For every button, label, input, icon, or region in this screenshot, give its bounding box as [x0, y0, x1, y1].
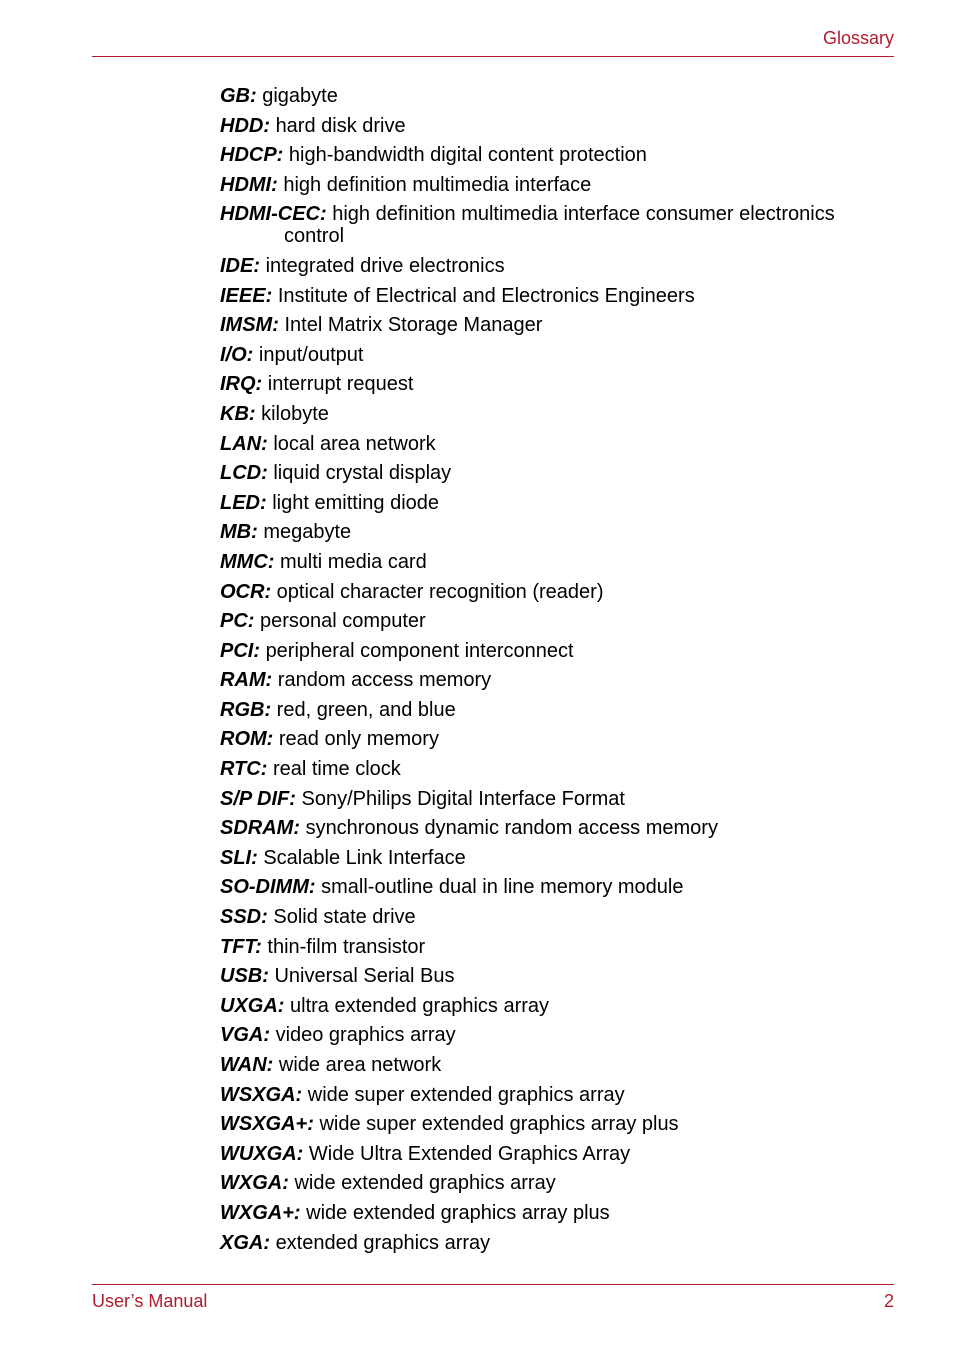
glossary-term: VGA: — [220, 1024, 270, 1047]
glossary-definition: peripheral component interconnect — [265, 639, 574, 662]
glossary-entry — [220, 344, 860, 366]
glossary-term: WAN: — [220, 1054, 274, 1076]
glossary-entry — [220, 995, 860, 1017]
glossary-entry — [220, 1024, 860, 1046]
glossary-definition: wide super extended graphics array plus — [319, 1113, 679, 1136]
glossary-entry — [220, 314, 860, 336]
glossary-entry — [220, 1232, 860, 1254]
glossary-entry — [220, 285, 860, 307]
glossary-definition: input/output — [258, 343, 364, 366]
glossary-term: GB: — [220, 85, 257, 107]
glossary-definition: interrupt request — [267, 373, 414, 396]
glossary-definition: Institute of Electrical and Electronics Engineers — [277, 284, 695, 307]
glossary-entry — [220, 1202, 860, 1224]
glossary-term: WUXGA: — [220, 1142, 304, 1165]
glossary-definition: Universal Serial Bus — [274, 965, 455, 988]
footer-divider — [92, 1284, 894, 1285]
glossary-term: ROM: — [220, 728, 274, 751]
glossary-term: IEEE: — [220, 284, 273, 307]
glossary-entry — [220, 373, 860, 395]
glossary-term: WXGA: — [220, 1172, 289, 1195]
glossary-definition: small-outline dual in line memory module — [321, 876, 684, 899]
glossary-entry — [220, 551, 860, 573]
glossary-term: SLI: — [220, 846, 258, 869]
glossary-entry — [220, 788, 860, 810]
glossary-definition: synchronous dynamic random access memory — [305, 817, 718, 840]
glossary-entry — [220, 610, 860, 632]
glossary-entry — [220, 1113, 860, 1135]
glossary-term: USB: — [220, 965, 269, 988]
glossary-definition: high definition multimedia interface consumer electronics control — [284, 203, 835, 248]
glossary-entry — [220, 728, 860, 750]
glossary-definition: kilobyte — [261, 402, 329, 425]
glossary-term: WSXGA+: — [220, 1113, 314, 1136]
glossary-entry — [220, 758, 860, 780]
glossary-definition: extended graphics array — [275, 1231, 491, 1254]
glossary-definition: megabyte — [263, 521, 352, 544]
glossary-term: UXGA: — [220, 994, 285, 1017]
glossary-definition: red, green, and blue — [276, 698, 456, 721]
footer-manual-title: User’s Manual — [92, 1291, 208, 1311]
glossary-entry — [220, 847, 860, 869]
glossary-entry — [220, 640, 860, 662]
glossary-entry — [220, 521, 860, 543]
glossary-entry — [220, 403, 860, 425]
glossary-definition: optical character recognition (reader) — [276, 580, 604, 603]
glossary-definition: wide area network — [278, 1054, 442, 1076]
glossary-term: SO-DIMM: — [220, 876, 316, 899]
glossary-definition: light emitting diode — [272, 491, 440, 514]
glossary-entry — [220, 906, 860, 928]
glossary-term: SSD: — [220, 906, 268, 929]
glossary-term: IRQ: — [220, 373, 263, 396]
glossary-term: WSXGA: — [220, 1083, 303, 1106]
glossary-entry — [220, 936, 860, 958]
glossary-entry — [220, 965, 860, 987]
glossary-entry — [220, 1143, 860, 1165]
glossary-definition: Solid state drive — [273, 906, 416, 929]
glossary-definition: integrated drive electronics — [265, 254, 505, 277]
glossary-entry — [220, 1054, 860, 1076]
glossary-entry — [220, 581, 860, 603]
glossary-definition: read only memory — [278, 728, 439, 751]
glossary-definition: random access memory — [277, 669, 492, 692]
glossary-entry — [220, 144, 860, 166]
glossary-definition: local area network — [273, 432, 436, 455]
glossary-entry — [220, 492, 860, 514]
glossary-entry — [220, 255, 860, 277]
glossary-definition: high definition multimedia interface — [283, 173, 592, 196]
glossary-definition: Intel Matrix Storage Manager — [284, 314, 543, 337]
glossary-definition: real time clock — [272, 758, 401, 781]
header-divider — [92, 56, 894, 57]
glossary-entry — [220, 115, 860, 137]
glossary-term: OCR: — [220, 580, 272, 603]
glossary-term: SDRAM: — [220, 817, 300, 840]
glossary-definition: thin-film transistor — [267, 935, 426, 958]
glossary-definition: wide extended graphics array — [294, 1172, 556, 1195]
header-title: Glossary — [822, 28, 894, 48]
glossary-entry — [220, 817, 860, 839]
glossary-term: HDMI: — [220, 173, 278, 196]
glossary-entry — [220, 669, 860, 691]
glossary-entry — [220, 1084, 860, 1106]
glossary-term: LED: — [220, 491, 267, 514]
glossary-definition: gigabyte — [262, 85, 338, 107]
glossary-term: IMSM: — [220, 314, 279, 337]
glossary-definition: ultra extended graphics array — [290, 994, 550, 1017]
glossary-entry — [220, 1172, 860, 1194]
glossary-term: I/O: — [220, 343, 254, 366]
glossary-entry — [220, 203, 860, 247]
glossary-term: LAN: — [220, 432, 268, 455]
glossary-term: PC: — [220, 610, 255, 633]
glossary-entry — [220, 699, 860, 721]
glossary-definition: video graphics array — [275, 1024, 456, 1047]
glossary-term: HDMI-CEC: — [220, 203, 327, 226]
glossary-entry — [220, 876, 860, 898]
glossary-term: WXGA+: — [220, 1201, 301, 1224]
glossary-term: RGB: — [220, 698, 272, 721]
glossary-definition: multi media card — [280, 550, 427, 573]
glossary-entry — [220, 433, 860, 455]
glossary-term: HDD: — [220, 114, 270, 137]
glossary-entry — [220, 85, 860, 107]
glossary-term: LCD: — [220, 462, 268, 485]
glossary-term: HDCP: — [220, 144, 284, 167]
glossary-term: PCI: — [220, 639, 260, 662]
glossary-definition: Sony/Philips Digital Interface Format — [301, 787, 625, 810]
glossary-term: TFT: — [220, 935, 262, 958]
glossary-term: S/P DIF: — [220, 787, 296, 810]
glossary-entry — [220, 174, 860, 196]
glossary-definition: wide super extended graphics array — [307, 1083, 625, 1106]
glossary-term: MMC: — [220, 550, 275, 573]
glossary-definition: liquid crystal display — [273, 462, 452, 485]
footer-page-number: 2 — [883, 1291, 894, 1311]
glossary-term: XGA: — [220, 1231, 270, 1254]
glossary-definition: wide extended graphics array plus — [306, 1201, 610, 1224]
glossary-term: RTC: — [220, 758, 268, 781]
glossary-entry — [220, 462, 860, 484]
glossary-definition: Scalable Link Interface — [263, 846, 466, 869]
glossary-definition: high-bandwidth digital content protection — [288, 144, 647, 167]
glossary-definition: personal computer — [260, 610, 426, 633]
glossary-definition: Wide Ultra Extended Graphics Array — [308, 1142, 631, 1165]
glossary-term: KB: — [220, 402, 256, 425]
glossary-definition: hard disk drive — [275, 114, 406, 137]
glossary-term: IDE: — [220, 254, 260, 277]
glossary-term: MB: — [220, 521, 258, 544]
glossary-list — [220, 85, 860, 1261]
glossary-term: RAM: — [220, 669, 273, 692]
